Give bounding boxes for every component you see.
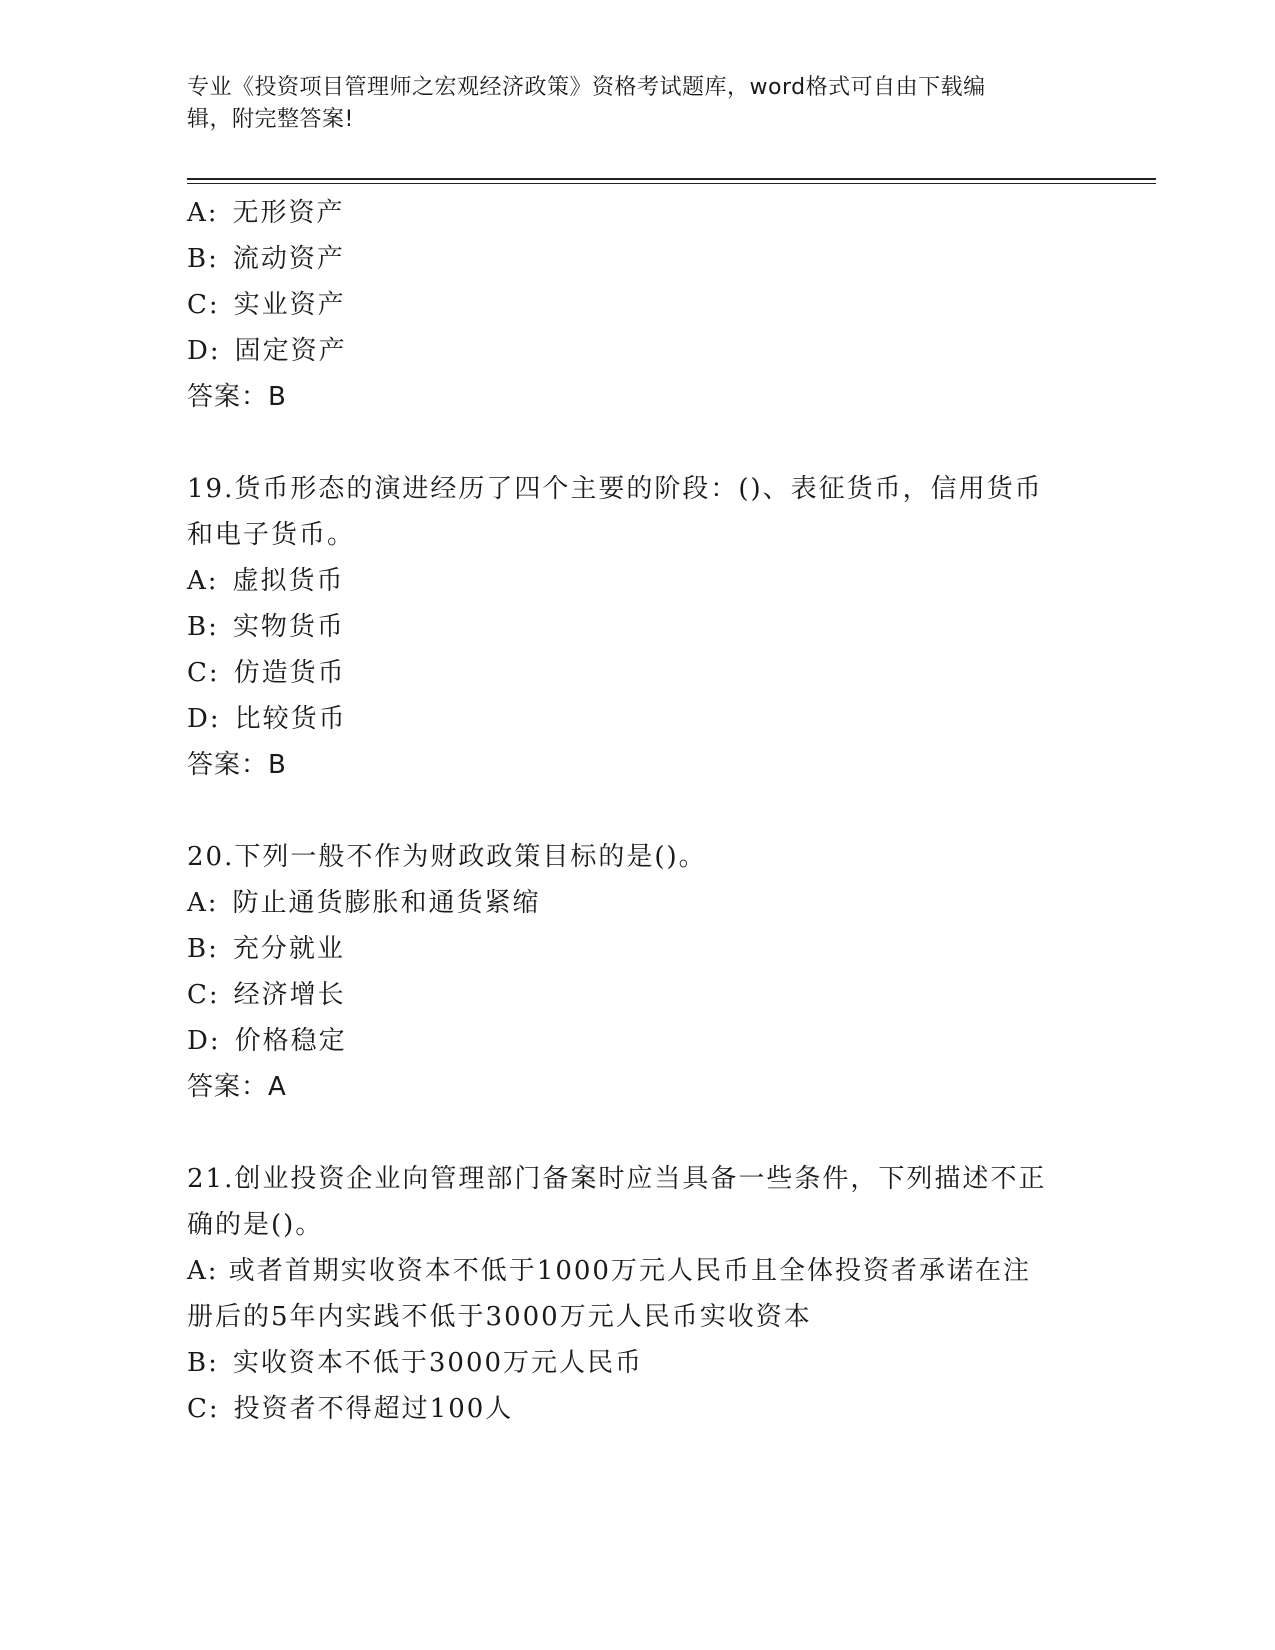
option-b xyxy=(187,604,1087,650)
option-key: B: xyxy=(187,1348,219,1378)
option-text: 价格稳定 xyxy=(234,1026,347,1056)
option-key: D: xyxy=(187,336,221,366)
option-key: B: xyxy=(187,612,219,642)
question-stem-line-2: 和电子货币。 xyxy=(187,520,356,550)
option-text: 仿造货币 xyxy=(233,658,346,688)
option-text: 流动资产 xyxy=(232,244,345,274)
question-18 xyxy=(187,190,1087,420)
option-text: 实收资本不低于3000万元人民币 xyxy=(232,1348,644,1378)
option-text: 无形资产 xyxy=(232,198,345,228)
option-c xyxy=(187,972,1087,1018)
option-key: A: xyxy=(187,888,219,918)
option-c xyxy=(187,650,1087,696)
option-key: C: xyxy=(187,290,220,320)
option-text: 虚拟货币 xyxy=(232,566,345,596)
option-key: C: xyxy=(187,1394,220,1424)
option-b xyxy=(187,236,1087,282)
option-a-line-2: 册后的5年内实践不低于3000万元人民币实收资本 xyxy=(187,1302,812,1332)
answer-line: 答案：B xyxy=(187,382,287,412)
option-text: 充分就业 xyxy=(232,934,345,964)
question-20 xyxy=(187,834,1087,1110)
option-key: D: xyxy=(187,1026,221,1056)
option-key: D: xyxy=(187,704,221,734)
question-list xyxy=(187,190,1087,1432)
option-b xyxy=(187,926,1087,972)
option-key: A: xyxy=(187,566,219,596)
answer-line: 答案：B xyxy=(187,750,287,780)
document-header xyxy=(187,72,1087,136)
header-line-1: 专业《投资项目管理师之宏观经济政策》资格考试题库，word格式可自由下载编 xyxy=(187,75,986,100)
option-a xyxy=(187,880,1087,926)
question-21 xyxy=(187,1156,1087,1432)
option-key: B: xyxy=(187,244,219,274)
option-d xyxy=(187,1018,1087,1064)
question-stem-line-2: 确的是()。 xyxy=(187,1210,324,1240)
spacer xyxy=(187,788,1087,834)
option-key: C: xyxy=(187,658,220,688)
spacer xyxy=(187,1110,1087,1156)
option-text: 防止通货膨胀和通货紧缩 xyxy=(232,888,541,918)
header-divider-thick xyxy=(187,178,1156,180)
option-text: 经济增长 xyxy=(233,980,346,1010)
option-a-line-1: A: 或者首期实收资本不低于1000万元人民币且全体投资者承诺在注 xyxy=(187,1256,1031,1286)
option-text: 投资者不得超过100人 xyxy=(233,1394,514,1424)
header-line-2: 辑，附完整答案! xyxy=(187,107,354,132)
question-stem-line-1: 21.创业投资企业向管理部门备案时应当具备一些条件，下列描述不正 xyxy=(187,1164,1047,1194)
option-key: B: xyxy=(187,934,219,964)
option-d xyxy=(187,328,1087,374)
option-text: 实物货币 xyxy=(232,612,345,642)
option-c xyxy=(187,282,1087,328)
question-19 xyxy=(187,466,1087,788)
spacer xyxy=(187,420,1087,466)
option-key: A: xyxy=(187,198,219,228)
header-divider-thin xyxy=(187,183,1156,184)
option-d xyxy=(187,696,1087,742)
answer-line: 答案：A xyxy=(187,1072,287,1102)
option-text: 比较货币 xyxy=(234,704,347,734)
option-text: 实业资产 xyxy=(233,290,346,320)
option-b xyxy=(187,1340,1087,1386)
option-c xyxy=(187,1386,1087,1432)
question-stem-line-1: 19.货币形态的演进经历了四个主要的阶段：()、表征货币，信用货币 xyxy=(187,474,1043,504)
option-a xyxy=(187,190,1087,236)
option-key: C: xyxy=(187,980,220,1010)
option-a xyxy=(187,558,1087,604)
question-stem-line-1: 20.下列一般不作为财政政策目标的是()。 xyxy=(187,842,707,872)
option-text: 固定资产 xyxy=(234,336,347,366)
